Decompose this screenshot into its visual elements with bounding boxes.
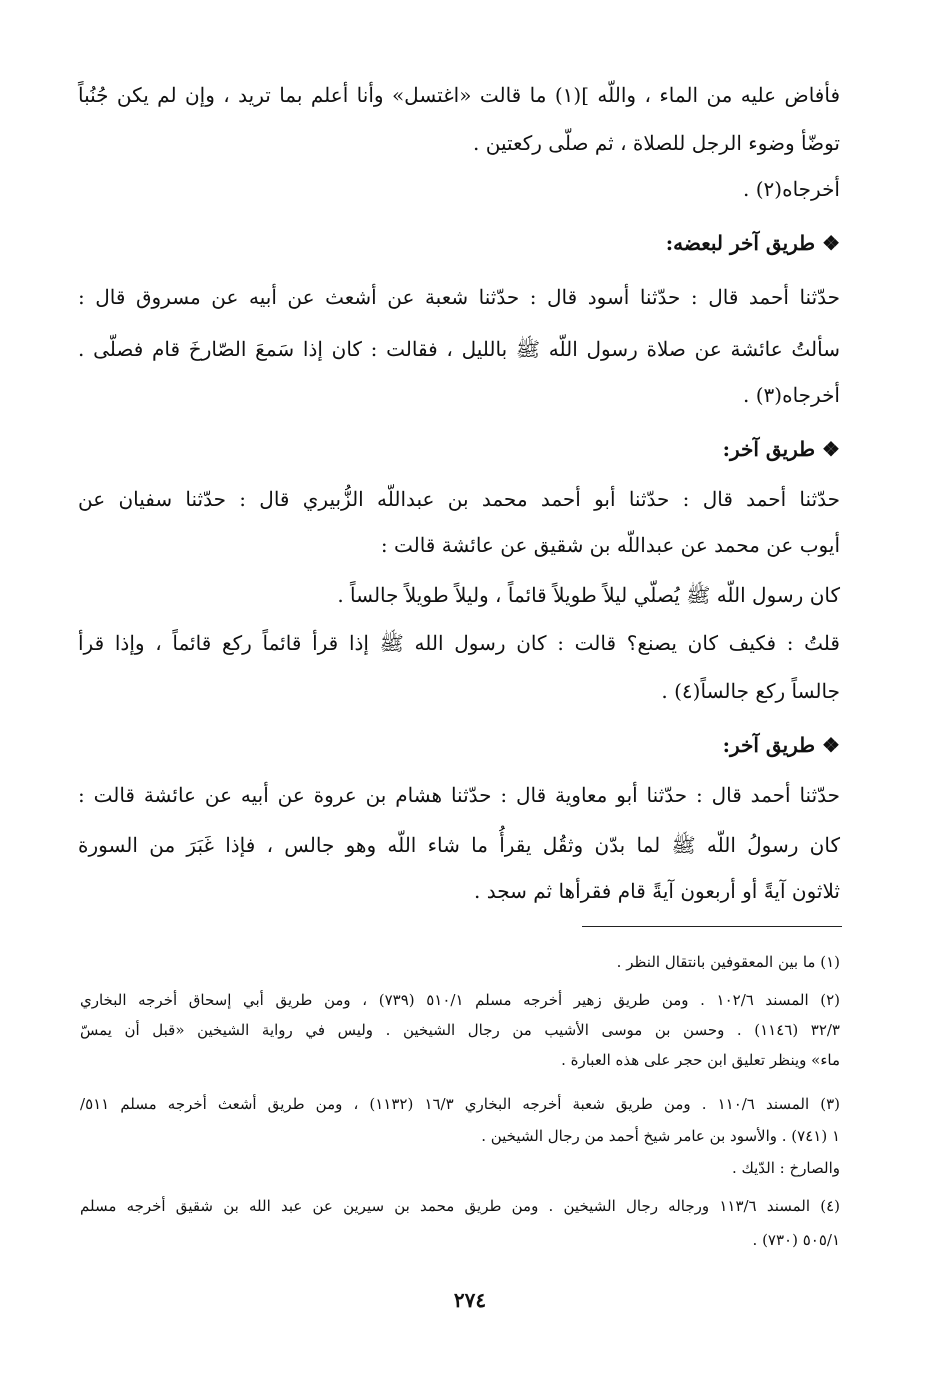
footnote-3-line-2: ١ (٧٤١) . والأسود بن عامر شيخ أحمد من رجال الشيخين .	[481, 1127, 840, 1145]
body-line-1: فأفاض عليه من الماء ، واللّه ](١) ما قالت «اغتسل» وأنا أعلم بما تريد ، وإن لم يكن جُنُباً	[78, 83, 841, 107]
body-line-3: أخرجاه(٢) .	[743, 177, 840, 201]
body-line-11: جالساً ركع جالساً(٤) .	[661, 679, 840, 703]
footnote-separator	[582, 926, 842, 927]
body-line-10: قلتُ : فكيف كان يصنع؟ قالت : كان رسول الله ﷺ إذا قرأ قائماً ركع قائماً ، وإذا قرأ	[78, 631, 840, 655]
footnote-3-line-3: والصارخ : الدّيك .	[731, 1159, 840, 1177]
page-number: ٢٧٤	[453, 1288, 487, 1312]
footnote-4-line-2: ٥٠٥/١ (٧٣٠) .	[752, 1231, 840, 1249]
body-line-8: أيوب عن محمد عن عبداللّه بن شقيق عن عائشة قالت :	[380, 533, 840, 557]
body-line-9: كان رسول اللّه ﷺ يُصلّي ليلاً طويلاً قائماً ، وليلاً طويلاً جالساً .	[337, 583, 840, 607]
footnote-3-line-1: (٣) المسند ١١٠/٦ . ومن طريق شعبة أخرجه البخاري ١٦/٣ (١١٣٢) ، ومن طريق أشعث أخرجه مسلم ٥١١/	[80, 1095, 841, 1113]
body-line-2: توضّأ وضوء الرجل للصلاة ، ثم صلّى ركعتين .	[473, 131, 840, 155]
section-heading-1: ❖ طريق آخر لبعضه:	[665, 231, 840, 255]
footnote-1: (١) ما بين المعقوفين بانتقال النظر .	[616, 953, 840, 971]
footnote-2-line-3: ماء» وينظر تعليق ابن حجر على هذه العبارة .	[561, 1051, 840, 1069]
body-line-6: أخرجاه(٣) .	[743, 383, 840, 407]
body-line-7: حدّثنا أحمد قال : حدّثنا أبو أحمد محمد بن عبداللّه الزُّبيري قال : حدّثنا سفيان عن	[78, 487, 840, 511]
section-heading-2: ❖ طريق آخر:	[722, 437, 840, 461]
footnote-2-line-1: (٢) المسند ١٠٢/٦ . ومن طريق زهير أخرجه مسلم ٥١٠/١ (٧٣٩) ، ومن طريق أبي إسحاق أخرجه البخاري	[80, 991, 841, 1009]
section-heading-3: ❖ طريق آخر:	[722, 733, 840, 757]
body-line-4: حدّثنا أحمد قال : حدّثنا أسود قال : حدّثنا شعبة عن أشعث عن أبيه عن مسروق قال :	[78, 285, 840, 309]
body-line-5: سألتُ عائشة عن صلاة رسول اللّه ﷺ بالليل ، فقالت : كان إذا سَمعَ الصّارخَ قام فصلّى .	[78, 337, 840, 361]
body-line-12: حدّثنا أحمد قال : حدّثنا أبو معاوية قال : حدّثنا هشام بن عروة عن أبيه عن عائشة قالت :	[78, 783, 840, 807]
body-line-14: ثلاثون آيةً أو أربعون آيةً قام فقرأها ثم سجد .	[473, 879, 840, 903]
footnote-2-line-2: ٣٢/٣ (١١٤٦) . وحسن بن موسى الأشيب من رجال الشيخين . وليس في رواية الشيخين «قبل أن يمسّ	[80, 1021, 840, 1039]
body-line-13: كان رسولُ اللّه ﷺ لما بدّن وثقُل يقرأُ ما شاء اللّه وهو جالس ، فإذا غَبَرَ من السورة	[78, 833, 840, 857]
footnote-4-line-1: (٤) المسند ١١٣/٦ ورجاله رجال الشيخين . ومن طريق محمد بن سيرين عن عبد الله بن شقيق أخرجه مسلم	[80, 1197, 840, 1215]
